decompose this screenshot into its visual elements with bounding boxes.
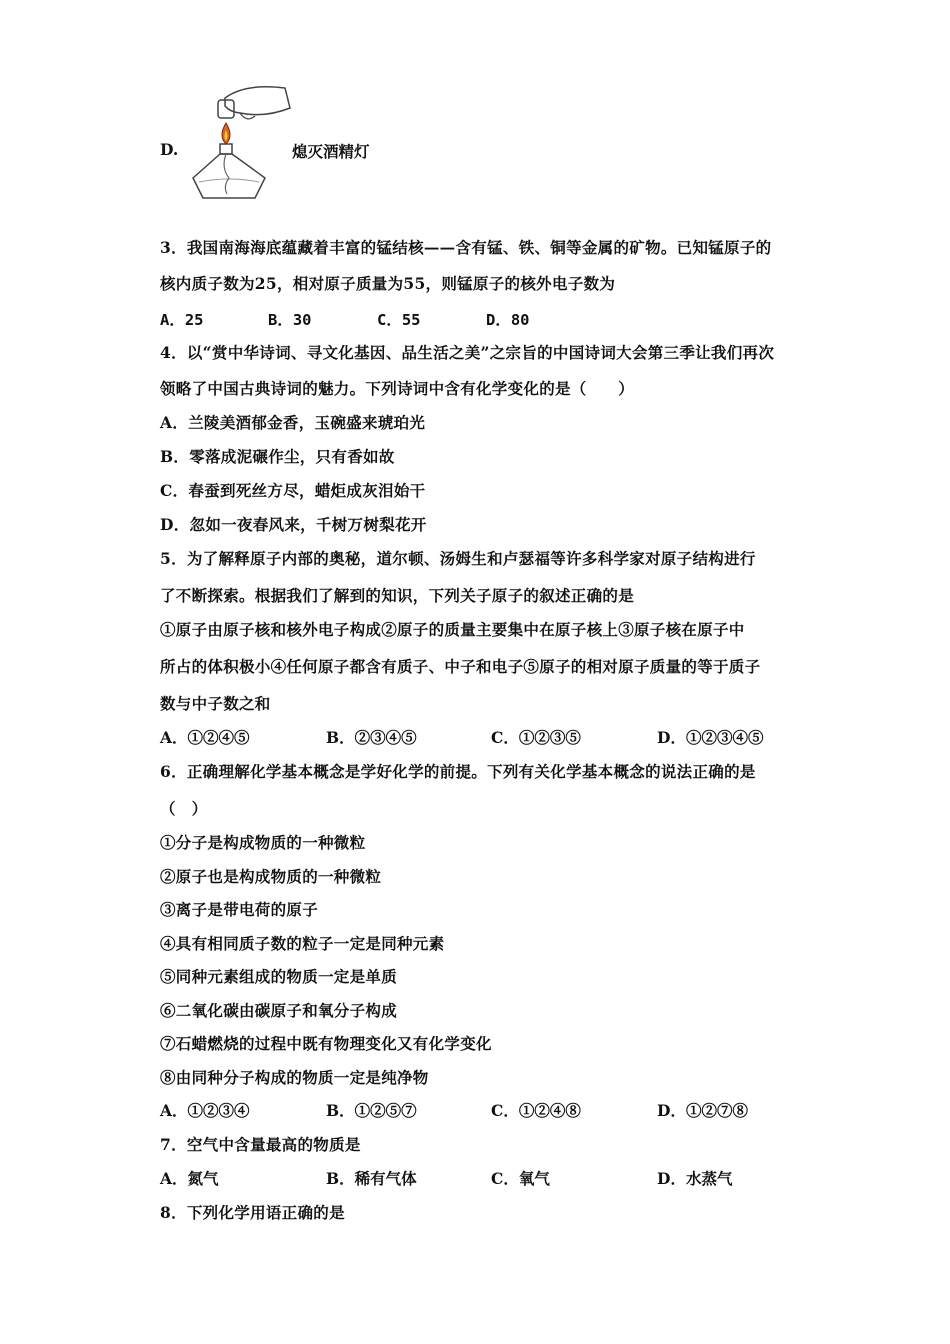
- q6-option-a: A．①②③④: [160, 1101, 250, 1120]
- q6-item-1: ①分子是构成物质的一种微粒: [160, 833, 366, 852]
- q7-option-d: D．水蒸气: [657, 1169, 733, 1188]
- q5-line-2: 了不断探索。根据我们了解到的知识，下列关子原子的叙述正确的是: [160, 586, 635, 605]
- q6-item-4: ④具有相同质子数的粒子一定是同种元素: [160, 934, 445, 953]
- q6-option-d: D．①②⑦⑧: [657, 1101, 748, 1120]
- q4-option-b: B．零落成泥碾作尘，只有香如故: [160, 447, 395, 466]
- q6-line-1: 6．正确理解化学基本概念是学好化学的前提。下列有关化学基本概念的说法正确的是: [160, 762, 756, 781]
- q3-option-c: C．55: [377, 311, 421, 329]
- q6-item-5: ⑤同种元素组成的物质一定是单质: [160, 967, 398, 986]
- q3-option-d: D．80: [486, 311, 530, 329]
- q5-line-3: ①原子由原子核和核外电子构成②原子的质量主要集中在原子核上③原子核在原子中: [160, 620, 745, 639]
- q3-line-1: 3．我国南海海底蕴藏着丰富的锰结核——含有锰、铁、铜等金属的矿物。已知锰原子的: [160, 238, 772, 257]
- q6-item-3: ③离子是带电荷的原子: [160, 900, 319, 919]
- q5-option-c: C．①②③⑤: [491, 728, 581, 747]
- q6-item-7: ⑦石蜡燃烧的过程中既有物理变化又有化学变化: [160, 1034, 492, 1053]
- q8-line-1: 8．下列化学用语正确的是: [160, 1203, 345, 1222]
- q4-line-2: 领略了中国古典诗词的魅力。下列诗词中含有化学变化的是（ ）: [160, 379, 635, 398]
- q5-line-5: 数与中子数之和: [160, 694, 271, 713]
- extinguish-alcohol-lamp-illustration: [185, 78, 295, 203]
- q6-option-b: B．①②⑤⑦: [326, 1101, 417, 1120]
- q3-line-2: 核内质子数为25，相对原子质量为55，则锰原子的核外电子数为: [160, 274, 616, 293]
- q6-option-c: C．①②④⑧: [491, 1101, 581, 1120]
- q4-line-1: 4．以“赏中华诗词、寻文化基因、品生活之美”之宗旨的中国诗词大会第三季让我们再次: [160, 343, 775, 362]
- q5-option-b: B．②③④⑤: [326, 728, 417, 747]
- q4-option-a: A．兰陵美酒郁金香，玉碗盛来琥珀光: [160, 413, 426, 432]
- q4-option-c: C．春蚕到死丝方尽，蜡炬成灰泪始干: [160, 481, 426, 500]
- q5-option-d: D．①②③④⑤: [657, 728, 764, 747]
- q7-line-1: 7．空气中含量最高的物质是: [160, 1135, 361, 1154]
- q6-item-8: ⑧由同种分子构成的物质一定是纯净物: [160, 1068, 429, 1087]
- q7-option-a: A．氮气: [160, 1169, 219, 1188]
- q6-line-2: （ ）: [160, 799, 208, 818]
- option-d-caption: 熄灭酒精灯: [292, 142, 370, 161]
- q6-item-6: ⑥二氧化碳由碳原子和氧分子构成: [160, 1001, 398, 1020]
- q7-option-c: C．氧气: [491, 1169, 550, 1188]
- q5-line-4: 所占的体积极小④任何原子都含有质子、中子和电子⑤原子的相对原子质量的等于质子: [160, 657, 761, 676]
- q3-option-a: A．25: [160, 311, 204, 329]
- q7-option-b: B．稀有气体: [326, 1169, 417, 1188]
- q6-item-2: ②原子也是构成物质的一种微粒: [160, 867, 382, 886]
- q5-option-a: A．①②④⑤: [160, 728, 250, 747]
- option-d-label: D.: [160, 140, 179, 159]
- q4-option-d: D．忽如一夜春风来，千树万树梨花开: [160, 515, 427, 534]
- q5-line-1: 5．为了解释原子内部的奥秘，道尔顿、汤姆生和卢瑟福等许多科学家对原子结构进行: [160, 549, 756, 568]
- q3-option-b: B．30: [268, 311, 312, 329]
